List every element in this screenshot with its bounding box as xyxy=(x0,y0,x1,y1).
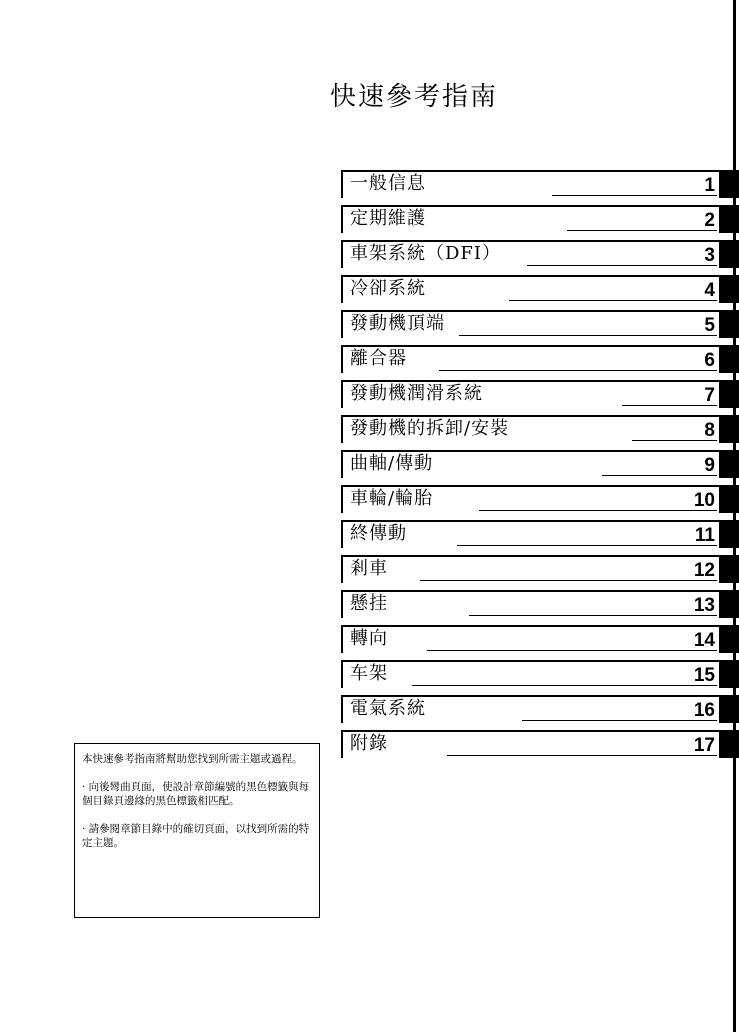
instructions-box xyxy=(74,743,320,918)
toc-leader-line xyxy=(602,475,717,476)
toc-label: 轉向 xyxy=(350,628,388,649)
toc-leader-line xyxy=(427,650,717,651)
toc-label: 車輪/輪胎 xyxy=(350,488,434,509)
toc-black-tab xyxy=(719,310,739,338)
toc-label: 冷卻系統 xyxy=(350,278,426,299)
page-edge-bar xyxy=(733,0,736,1032)
toc-item-17[interactable] xyxy=(341,730,739,758)
toc-leader-line xyxy=(469,615,717,616)
toc-number: 3 xyxy=(704,245,715,266)
toc-item-4[interactable] xyxy=(341,275,739,303)
toc-black-tab xyxy=(719,450,739,478)
toc-item-14[interactable] xyxy=(341,625,739,653)
toc-black-tab xyxy=(719,660,739,688)
toc-label: 曲軸/傳動 xyxy=(350,453,434,474)
toc-leader-line xyxy=(412,685,717,686)
toc-black-tab xyxy=(719,240,739,268)
toc-item-15[interactable] xyxy=(341,660,739,688)
toc-black-tab xyxy=(719,380,739,408)
toc-item-3[interactable] xyxy=(341,240,739,268)
toc-item-16[interactable] xyxy=(341,695,739,723)
toc-black-tab xyxy=(719,590,739,618)
toc-leader-line xyxy=(527,265,717,266)
toc-item-7[interactable] xyxy=(341,380,739,408)
toc-leader-line xyxy=(509,300,717,301)
toc-black-tab xyxy=(719,485,739,513)
toc-item-2[interactable] xyxy=(341,205,739,233)
toc-number: 13 xyxy=(693,595,715,616)
toc-number: 7 xyxy=(704,385,715,406)
instruction-bend-pages: · 向後彎曲頁面，使設計章節編號的黑色標籤與每個目錄頁邊緣的黑色標籤相匹配。 xyxy=(82,781,310,807)
toc-number: 8 xyxy=(704,420,715,441)
toc-item-10[interactable] xyxy=(341,485,739,513)
toc-leader-line xyxy=(439,370,717,371)
toc-item-5[interactable] xyxy=(341,310,739,338)
toc-leader-line xyxy=(420,580,717,581)
toc-label: 發動機的拆卸/安裝 xyxy=(350,418,510,439)
toc-item-8[interactable] xyxy=(341,415,739,443)
toc-leader-line xyxy=(479,510,717,511)
toc-item-13[interactable] xyxy=(341,590,739,618)
toc-number: 15 xyxy=(693,665,715,686)
toc-label: 發動機潤滑系統 xyxy=(350,383,483,404)
toc-leader-line xyxy=(459,335,717,336)
toc-label: 一般信息 xyxy=(350,173,426,194)
toc-number: 1 xyxy=(704,175,715,196)
toc-label: 離合器 xyxy=(350,348,407,369)
toc-label: 電氣系統 xyxy=(350,698,426,719)
toc-black-tab xyxy=(719,275,739,303)
toc-label: 附錄 xyxy=(350,733,388,754)
toc-black-tab xyxy=(719,205,739,233)
toc-label: 懸挂 xyxy=(350,593,388,614)
toc-leader-line xyxy=(622,405,717,406)
toc-number: 4 xyxy=(704,280,715,301)
toc-number: 12 xyxy=(693,560,715,581)
toc-black-tab xyxy=(719,625,739,653)
toc-leader-line xyxy=(567,230,717,231)
toc-number: 9 xyxy=(704,455,715,476)
page-title: 快速參考指南 xyxy=(330,82,499,112)
toc-leader-line xyxy=(522,720,717,721)
toc-number: 11 xyxy=(694,525,715,546)
toc-number: 14 xyxy=(693,630,715,651)
toc-leader-line xyxy=(447,755,717,756)
toc-number: 6 xyxy=(704,350,715,371)
toc-label: 剎車 xyxy=(350,558,388,579)
toc-item-6[interactable] xyxy=(341,345,739,373)
toc-number: 5 xyxy=(704,315,715,336)
toc-black-tab xyxy=(719,170,739,198)
toc-black-tab xyxy=(719,555,739,583)
toc-black-tab xyxy=(719,520,739,548)
toc-item-11[interactable] xyxy=(341,520,739,548)
toc-black-tab xyxy=(719,415,739,443)
toc-leader-line xyxy=(457,545,717,546)
toc-item-9[interactable] xyxy=(341,450,739,478)
toc-label: 終傳動 xyxy=(350,523,407,544)
toc-number: 16 xyxy=(693,700,715,721)
toc-item-12[interactable] xyxy=(341,555,739,583)
toc-label: 定期維護 xyxy=(350,208,426,229)
instruction-refer-contents: · 請參閱章節目錄中的確切頁面，以找到所需的特定主題。 xyxy=(82,823,310,849)
toc-black-tab xyxy=(719,730,739,758)
toc-label: 車架系統（DFI） xyxy=(350,243,502,264)
toc-black-tab xyxy=(719,695,739,723)
toc-item-1[interactable] xyxy=(341,170,739,198)
toc-number: 10 xyxy=(693,490,715,511)
toc-number: 2 xyxy=(704,210,715,231)
toc-label: 车架 xyxy=(350,663,388,684)
toc-leader-line xyxy=(552,195,717,196)
instruction-intro: 本快速參考指南將幫助您找到所需主題或過程。 xyxy=(82,753,303,765)
toc-number: 17 xyxy=(693,735,715,756)
toc-black-tab xyxy=(719,345,739,373)
toc-label: 發動機頂端 xyxy=(350,313,445,334)
